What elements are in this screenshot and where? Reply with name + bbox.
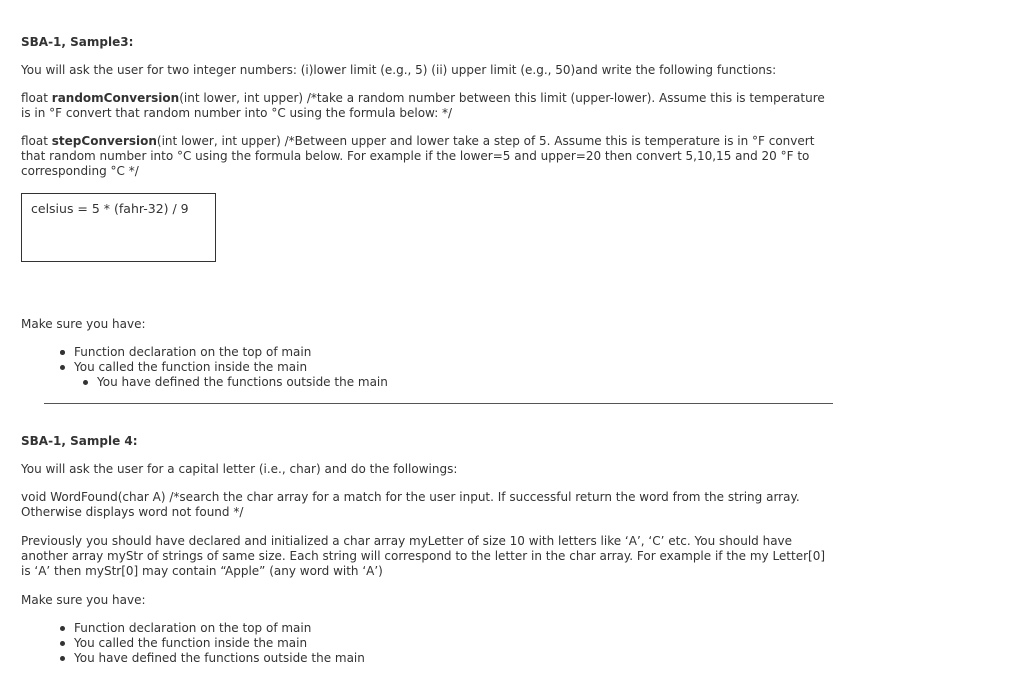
section-divider <box>44 403 833 404</box>
random-conversion-signature: (int lower, int upper) /*take a random number between this limit (upper-lower). Assume this is temperature is in °F convert that random number into °C using the formula below: */ <box>21 91 825 120</box>
random-conversion-function-name: randomConversion <box>51 91 180 105</box>
sample4-heading: SBA-1, Sample 4: <box>21 434 138 448</box>
sample3-checklist <box>60 345 388 390</box>
step-conversion-description <box>21 134 831 179</box>
step-conversion-function-name: stepConversion <box>51 134 157 148</box>
checklist-item: You called the function inside the main <box>60 636 365 651</box>
sample3-make-sure: Make sure you have: <box>21 317 146 331</box>
checklist-item: Function declaration on the top of main <box>60 621 365 636</box>
checklist-nested-item <box>60 375 388 390</box>
sample3-heading: SBA-1, Sample3: <box>21 35 134 49</box>
sample4-make-sure: Make sure you have: <box>21 593 146 607</box>
random-conversion-return-type: float <box>21 91 52 105</box>
checklist-item: Function declaration on the top of main <box>60 345 388 360</box>
celsius-formula: celsius = 5 * (fahr-32) / 9 <box>31 201 189 216</box>
formula-box <box>21 193 216 262</box>
nested-checklist <box>83 375 388 390</box>
step-conversion-return-type: float <box>21 134 52 148</box>
random-conversion-description <box>21 91 831 121</box>
checklist-item: You called the function inside the main <box>60 360 388 375</box>
sample4-checklist <box>60 621 365 666</box>
word-found-description: void WordFound(char A) /*search the char array for a match for the user input. If successful return the word from the string array. Otherwise displays word not found */ <box>21 490 800 519</box>
sample3-intro: You will ask the user for two integer numbers: (i)lower limit (e.g., 5) (ii) upper limit (e.g., 50)and write the following functions: <box>21 63 777 77</box>
sample4-intro: You will ask the user for a capital letter (i.e., char) and do the followings: <box>21 462 458 476</box>
checklist-item: You have defined the functions outside the main <box>60 651 365 666</box>
step-conversion-signature: (int lower, int upper) /*Between upper and lower take a step of 5. Assume this is temperature is in °F convert that random number into °C using the formula below. For example if the lower=5 and upper=20 then convert 5,10,15 and 20 °F to corresponding °C */ <box>21 134 815 178</box>
previously-paragraph: Previously you should have declared and initialized a char array myLetter of size 10 with letters like ‘A’, ‘C’ etc. You should have another array myStr of strings of same size. Each string will correspond to the letter in the char array. For example if the my Letter[0] is ‘A’ then myStr[0] may contain “Apple” (any word with ‘A’) <box>21 534 826 578</box>
checklist-item: You have defined the functions outside the main <box>83 375 388 390</box>
